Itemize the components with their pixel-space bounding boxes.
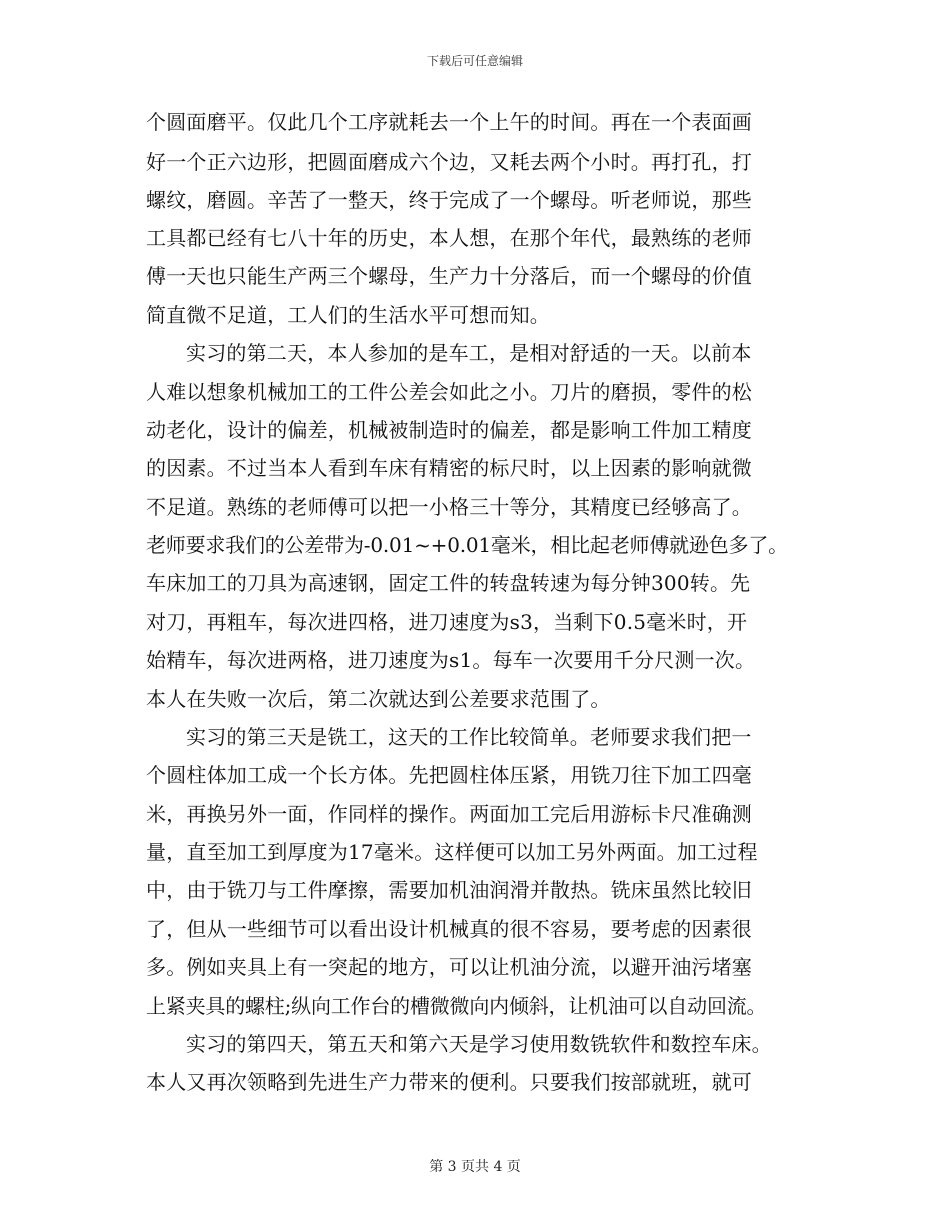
text-line: 动老化，设计的偏差，机械被制造时的偏差，都是影响工件加工精度	[146, 418, 752, 442]
text-line: 本人又再次领略到先进生产力带来的便利。只要我们按部就班，就可	[146, 1070, 752, 1094]
text-line: 好一个正六边形，把圆面磨成六个边，又耗去两个小时。再打孔，打	[146, 150, 752, 174]
text-line: 不足道。熟练的老师傅可以把一小格三十等分，其精度已经够高了。	[146, 495, 752, 519]
text-line: 工具都已经有七八十年的历史，本人想，在那个年代，最熟练的老师	[146, 226, 752, 250]
paragraph-first-line: 实习的第三天是铣工，这天的工作比较简单。老师要求我们把一	[186, 725, 752, 749]
text-line: 了，但从一些细节可以看出设计机械真的很不容易，要考虑的因素很	[146, 917, 752, 941]
page-number: 第 3 页共 4 页	[429, 1159, 521, 1175]
text-line: 车床加工的刀具为高速钢，固定工件的转盘转速为每分钟300转。先	[146, 571, 751, 595]
text-line: 老师要求我们的公差带为-0.01~+0.01毫米，相比起老师傅就逊色多了。	[146, 533, 788, 557]
text-line: 本人在失败一次后，第二次就达到公差要求范围了。	[146, 687, 611, 711]
text-line: 人难以想象机械加工的工件公差会如此之小。刀片的磨损，零件的松	[146, 380, 752, 404]
text-line: 简直微不足道，工人们的生活水平可想而知。	[146, 303, 550, 327]
paragraph-first-line: 实习的第四天，第五天和第六天是学习使用数铣软件和数控车床。	[186, 1032, 772, 1056]
text-line: 的因素。不过当本人看到车床有精密的标尺时，以上因素的影响就微	[146, 456, 752, 480]
text-line: 上紧夹具的螺柱;纵向工作台的槽微微向内倾斜，让机油可以自动回流。	[146, 994, 767, 1018]
text-line: 多。例如夹具上有一突起的地方，可以让机油分流，以避开油污堵塞	[146, 955, 752, 979]
text-line: 个圆柱体加工成一个长方体。先把圆柱体压紧，用铣刀往下加工四毫	[146, 763, 752, 787]
page-header-note: 下载后可任意编辑	[426, 54, 523, 68]
text-line: 米，再换另外一面，作同样的操作。两面加工完后用游标卡尺准确测	[146, 802, 752, 826]
text-line: 对刀，再粗车，每次进四格，进刀速度为s3，当剩下0.5毫米时，开	[146, 610, 748, 634]
text-line: 中，由于铣刀与工件摩擦，需要加机油润滑并散热。铣床虽然比较旧	[146, 878, 752, 902]
text-line: 量，直至加工到厚度为17毫米。这样便可以加工另外两面。加工过程	[146, 840, 758, 864]
text-line: 螺纹，磨圆。辛苦了一整天，终于完成了一个螺母。听老师说，那些	[146, 188, 752, 212]
text-line: 始精车，每次进两格，进刀速度为s1。每车一次要用千分尺测一次。	[146, 648, 756, 672]
text-line: 傅一天也只能生产两三个螺母，生产力十分落后，而一个螺母的价值	[146, 264, 752, 288]
text-line: 个圆面磨平。仅此几个工序就耗去一个上午的时间。再在一个表面画	[146, 110, 752, 134]
paragraph-first-line: 实习的第二天，本人参加的是车工，是相对舒适的一天。以前本	[186, 341, 752, 365]
